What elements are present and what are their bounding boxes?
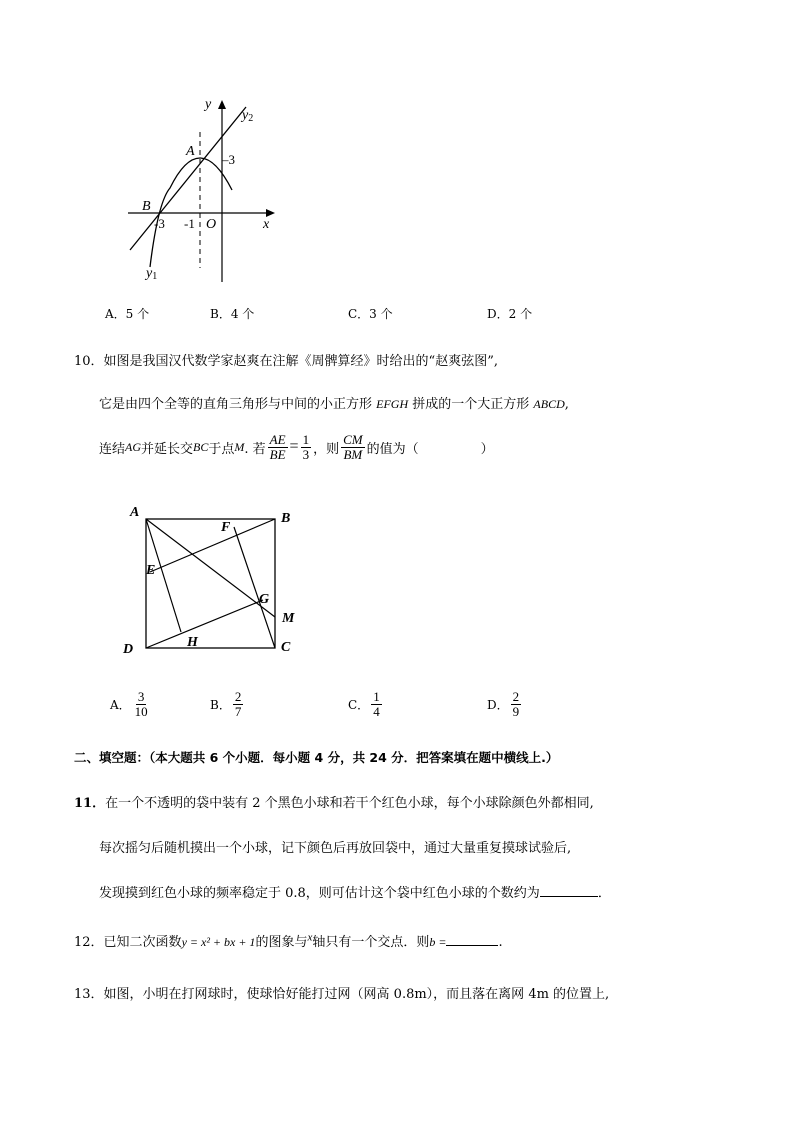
q12-answer-blank[interactable] (446, 933, 498, 946)
q12-x: x (307, 931, 313, 944)
option-b-fraction: $\frac{2}{7}$ (234, 689, 242, 719)
q10-text-3e: ，则 (313, 441, 340, 457)
equals-sign: = (289, 438, 299, 456)
q10-text-3g: ） (480, 441, 494, 457)
q10-m: M (234, 439, 245, 454)
q10-option-b: B． $\frac{2}{7}$ (210, 689, 242, 719)
q10-text-3d: . 若 (244, 441, 266, 457)
q10-option-a: A． $\frac{3}{10}$ (110, 689, 148, 719)
point-B-label: B (142, 199, 151, 214)
q13-line1 (74, 983, 609, 1002)
point-D: D (123, 642, 134, 657)
q10-text-3f: 的值为（ (366, 441, 419, 457)
point-A: A (130, 505, 140, 520)
point-F: F (221, 520, 231, 535)
q10-option-d: D． $\frac{2}{9}$ (487, 689, 520, 719)
segment-b-e (150, 519, 275, 572)
zhao-shuang-figure (115, 500, 315, 660)
option-d-fraction: $\frac{2}{9}$ (512, 689, 520, 719)
q12-text-c: 轴只有一个交点．则 (312, 935, 430, 950)
point-E: E (146, 563, 156, 578)
point-H: H (187, 635, 198, 650)
q10-efgh: EFGH (376, 397, 409, 411)
origin-label: O (206, 217, 217, 232)
q12-number: 12． (74, 935, 104, 950)
q9-option-d: D．2 个 (487, 307, 533, 321)
q9-option-c: C．3 个 (348, 307, 393, 321)
q10-abcd: ABCD (533, 397, 565, 411)
q10-option-c: C． $\frac{1}{4}$ (348, 689, 380, 719)
section2-title: 二、填空题： (74, 750, 150, 765)
q9-option-a: A．5 个 (105, 307, 150, 321)
q12-formula: y = x² + bx + 1 (181, 935, 256, 949)
q10-bc: BC (193, 439, 209, 454)
option-a-fraction: $\frac{3}{10}$ (134, 689, 148, 719)
q12-text-b: 的图象与 (255, 935, 308, 950)
section2-heading (74, 748, 558, 766)
q12-end: . (498, 935, 503, 950)
q12-text-a: 已知二次函数 (103, 935, 182, 950)
fraction-ae-be: $\frac{AE}{BE}$ (269, 432, 286, 462)
function-graph (120, 92, 290, 287)
y-axis-label: y (205, 97, 212, 112)
q10-text-1: 如图是我国汉代数学家赵爽在注解《周髀算经》时给出的“赵爽弦图”, (103, 354, 498, 369)
q11-line3 (99, 882, 611, 901)
q10-line3 (99, 433, 494, 461)
q10-number: 10． (74, 354, 104, 369)
section2-note: （本大题共 6 个小题．每小题 4 分，共 24 分．把答案填在题中横线上.） (149, 750, 559, 765)
q13-number: 13． (74, 987, 104, 1002)
point-A-label: A (186, 144, 195, 159)
q10-text-2c: , (564, 397, 569, 412)
q12-line (74, 931, 503, 950)
segment-d-g (146, 600, 263, 648)
q10-line1 (74, 350, 498, 369)
point-M: M (282, 611, 295, 626)
option-c-fraction: $\frac{1}{4}$ (373, 689, 380, 719)
q10-text-3c: 于点 (208, 441, 235, 457)
segment-a-m (146, 519, 275, 617)
q10-line2 (99, 393, 569, 412)
segment-c-f (234, 527, 275, 648)
tick-neg3-label: -3 (154, 216, 165, 231)
q12-b-eq: b = (429, 935, 447, 949)
q10-text-3a: 连结 (99, 441, 126, 457)
y-axis-arrow (218, 100, 226, 109)
q11-number: 11． (74, 796, 106, 811)
q11-text-1: 在一个不透明的袋中装有 2 个黑色小球和若干个红色小球，每个小球除颜色外都相同, (105, 796, 594, 811)
point-G: G (259, 592, 270, 607)
q11-line2: 每次摇匀后随机摸出一个小球，记下颜色后再放回袋中，通过大量重复摸球试验后, (99, 841, 572, 856)
x-axis-label: x (263, 217, 270, 232)
q10-ag: AG (125, 439, 142, 454)
q11-text-3: 发现摸到红色小球的频率稳定于 0.8，则可估计这个袋中红色小球的个数约为 (99, 886, 540, 901)
x-axis-arrow (266, 209, 275, 217)
point-C: C (281, 640, 291, 655)
y1-label: y1 (146, 266, 158, 282)
tick-3-label: –3 (222, 152, 235, 167)
q10-text-3b: 并延长交 (141, 441, 194, 457)
q11-answer-blank[interactable] (540, 884, 598, 897)
fraction-one-third: $\frac{1}{3}$ (302, 432, 310, 462)
q9-option-b: B．4 个 (210, 307, 255, 321)
point-B: B (281, 511, 291, 526)
q10-text-2b: 拼成的一个大正方形 (408, 397, 534, 412)
q13-text-1: 如图，小明在打网球时，使球恰好能打过网（网高 0.8m），而且落在离网 4m 的位置上, (103, 987, 610, 1002)
q11-line1 (74, 792, 594, 811)
fraction-cm-bm: $\frac{CM}{BM}$ (343, 432, 363, 462)
q11-end: ． (597, 886, 611, 901)
q10-text-2a: 它是由四个全等的直角三角形与中间的小正方形 (99, 397, 377, 412)
tick-neg1-label: -1 (184, 216, 195, 231)
y2-label: y2 (242, 108, 254, 124)
